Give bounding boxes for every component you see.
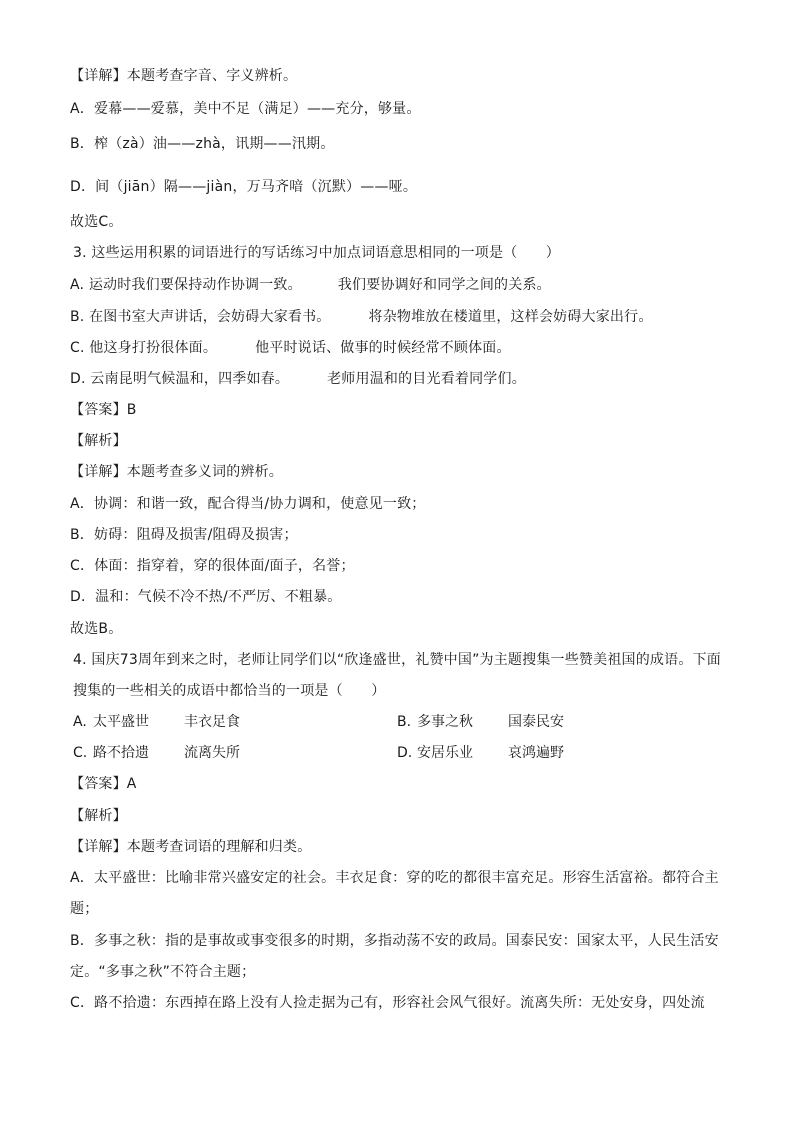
q3-option-c-right: 他平时说话、做事的时候经常不顾体面。 [255, 340, 511, 356]
q4-option-b-word2: 国泰民安 [508, 714, 564, 730]
q4-option-d-letter: D. [397, 745, 413, 761]
q4-explain-b-line2: 定。“多事之秋”不符合主题； [70, 964, 256, 980]
q3-explain-a: A．协调：和谐一致，配合得当/协力调和，使意见一致； [70, 496, 426, 512]
q3-option-d [70, 369, 526, 389]
q4-option-d-word2: 哀鸿遍野 [508, 745, 564, 761]
q3-analysis: 【解析】 [70, 433, 127, 449]
q4-analysis: 【解析】 [70, 808, 127, 824]
q4-option-a-letter: A. [73, 714, 87, 730]
question-4-stem-line2: 搜集的一些相关的成语中都恰当的一项是（ ） [73, 683, 386, 699]
explain-a: A．爱幕——爱慕，美中不足（满足）——充分，够量。 [70, 101, 421, 117]
question-3-stem: 3. 这些运用积累的词语进行的写话练习中加点词语意思相同的一项是（ ） [73, 245, 561, 261]
explain-d: D．间（jiān）隔——jiàn，万马齐喑（沉默）——哑。 [70, 179, 418, 195]
q3-option-b-right: 将杂物堆放在楼道里，这样会妨碍大家出行。 [368, 309, 653, 325]
q3-answer: 【答案】B [70, 402, 137, 418]
explain-b: B．榨（zà）油——zhà，讯期——汛期。 [70, 136, 335, 152]
q3-option-d-right: 老师用温和的目光看着同学们。 [327, 371, 526, 387]
q4-detail: 【详解】本题考查词语的理解和归类。 [70, 839, 312, 855]
q3-option-d-left: D. 云南昆明气候温和，四季如春。 [70, 371, 290, 387]
q4-explain-b-line1: B．多事之秋：指的是事故或事变很多的时期，多指动荡不安的政局。国泰民安：国家太平，人民生活安 [70, 933, 719, 949]
q3-option-a [70, 275, 551, 295]
q3-option-b [70, 307, 653, 327]
q3-choose: 故选B。 [70, 621, 123, 637]
q3-option-c [70, 338, 511, 358]
q4-answer: 【答案】A [70, 776, 137, 792]
q4-option-a-word2: 丰衣足食 [184, 714, 240, 730]
q4-option-b-word1: 多事之秋 [417, 714, 473, 730]
q3-option-b-left: B. 在图书室大声讲话，会妨碍大家看书。 [70, 309, 331, 325]
q4-option-a-word1: 太平盛世 [93, 714, 149, 730]
q4-explain-c-line1: C．路不拾遗：东西掉在路上没有人捡走据为己有，形容社会风气很好。流离失所：无处安身，四处流 [70, 995, 705, 1011]
q4-option-c-word1: 路不拾遗 [93, 745, 149, 761]
q4-option-b-letter: B. [397, 714, 412, 730]
q3-explain-b: B．妨碍：阻碍及损害/阻碍及损害； [70, 527, 298, 543]
q4-option-c-letter: C. [73, 745, 88, 761]
q4-option-c-word2: 流离失所 [184, 745, 240, 761]
detail-line: 【详解】本题考查字音、字义辨析。 [70, 68, 298, 84]
q3-option-a-right: 我们要协调好和同学之间的关系。 [337, 277, 551, 293]
q3-option-c-left: C. 他这身打扮很体面。 [70, 340, 218, 356]
q4-explain-a-line2: 题； [70, 901, 99, 917]
question-4-stem-line1: 4. 国庆73周年到来之时，老师让同学们以“欣逢盛世，礼赞中国”为主题搜集一些赞美祖国的成语。下面 [73, 652, 721, 668]
q4-explain-a-line1: A．太平盛世：比喻非常兴盛安定的社会。丰衣足食：穿的吃的都很丰富充足。形容生活富裕。都符合主 [70, 870, 719, 886]
q4-option-d-word1: 安居乐业 [417, 745, 473, 761]
q3-explain-c: C．体面：指穿着，穿的很体面/面子，名誉； [70, 558, 355, 574]
q3-detail: 【详解】本题考查多义词的辨析。 [70, 464, 283, 480]
q3-explain-d: D．温和：气候不冷不热/不严厉、不粗暴。 [70, 589, 342, 605]
q3-option-a-left: A. 运动时我们要保持动作协调一致。 [70, 277, 302, 293]
choose-line: 故选C。 [70, 214, 123, 230]
